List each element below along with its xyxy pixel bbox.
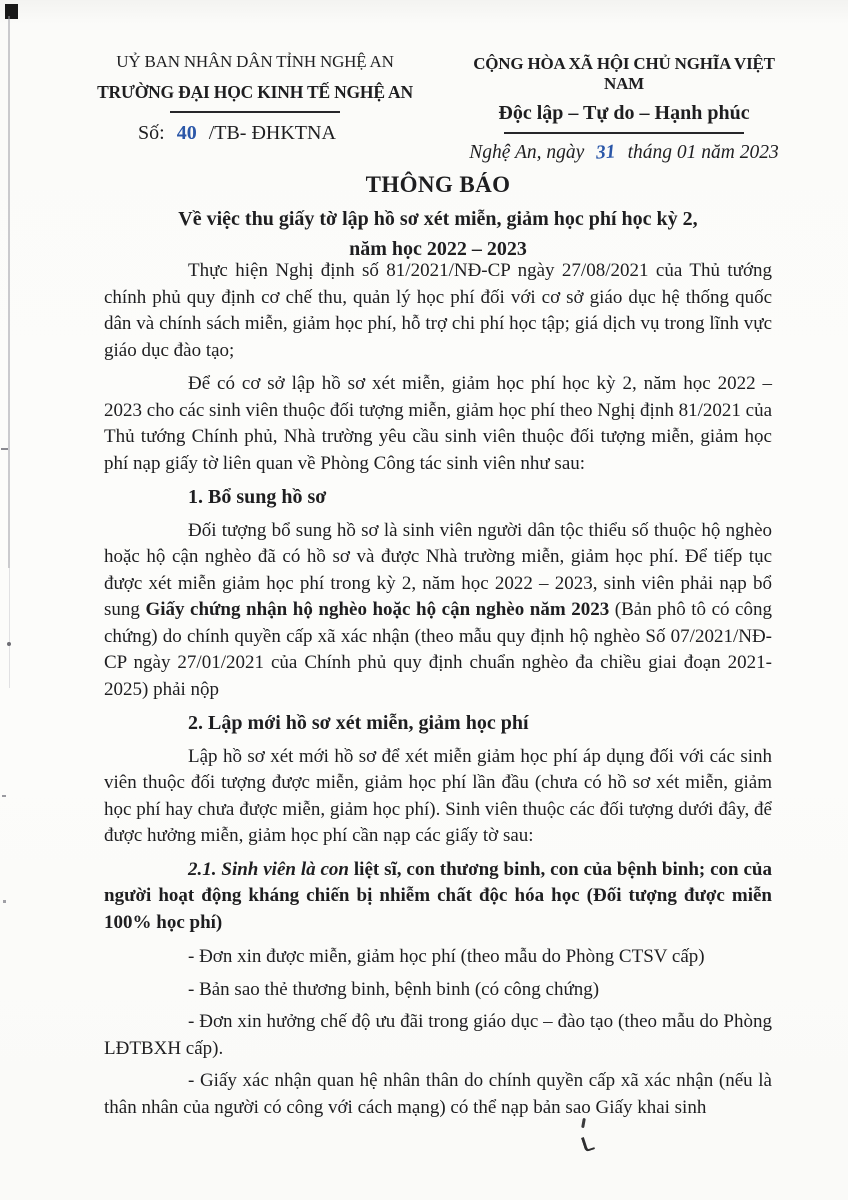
date-day-handwritten: 31 [595, 141, 617, 164]
document-number-label: Số: [138, 122, 165, 144]
document-number-line [94, 122, 416, 145]
document-subtitle-line2: năm học 2022 – 2023 [349, 238, 527, 260]
section-2-paragraph: Lập hồ sơ xét mới hồ sơ để xét miễn giảm học phí áp dụng đối với các sinh viên thuộc đối tượng được miễn, giảm học phí lần đầu (chưa có hồ sơ xét miễn, giảm học phí hay chưa được miễn, giảm học phí). Sinh viên thuộc các đối tượng dưới đây, để được hưởng miễn, giảm học phí cần nạp các giấy tờ sau: [104, 745, 772, 846]
section-2-1-heading [104, 857, 772, 937]
section-2-1-heading-bold: liệt sĩ, con thương binh, con của bệnh binh; con của người hoạt động kháng chiến bị nhiễm chất độc hóa học (Đối tượng được miễn 100% học phí) [104, 858, 772, 933]
header-national-motto-block [452, 54, 796, 164]
section-1-text-bold: Giấy chứng nhận hộ nghèo hoặc hộ cận nghèo năm 2023 [145, 599, 610, 620]
scan-corner-mark [5, 4, 18, 19]
date-prefix: Nghệ An, ngày [469, 142, 585, 163]
national-title: CỘNG HÒA XÃ HỘI CHỦ NGHĨA VIỆT NAM [473, 54, 775, 93]
document-number-suffix: /TB- ĐHKTNA [208, 122, 336, 144]
section-1-heading: 1. Bổ sung hồ sơ [188, 486, 327, 508]
scan-speck [2, 795, 6, 797]
scan-speck [1, 448, 8, 450]
document-subtitle-line1: Về việc thu giấy tờ lập hồ sơ xét miễn, giảm học phí học kỳ 2, [178, 208, 698, 230]
issuer-org-name: TRƯỜNG ĐẠI HỌC KINH TẾ NGHỆ AN [97, 82, 413, 102]
date-suffix: tháng 01 năm 2023 [627, 142, 779, 163]
list-item: - Đơn xin được miễn, giảm học phí (theo mẫu do Phòng CTSV cấp) [188, 946, 705, 967]
document-body [104, 258, 772, 1127]
section-1-paragraph [104, 518, 772, 704]
section-1-text-pre: Đối tượng bổ sung hồ sơ là sinh viên người dân tộc thiểu số thuộc hộ nghèo hoặc hộ cận nghèo đã có hồ sơ và được Nhà trường miễn, giảm học phí. Để tiếp tục được xét miễn giảm học phí trong kỳ 2, năm học 2022 – 2023, sinh viên phải nạp bổ sung [104, 519, 772, 620]
scan-edge-line-faint [9, 568, 10, 688]
section-2-heading: 2. Lập mới hồ sơ xét miễn, giảm học phí [188, 712, 529, 734]
document-number-handwritten: 40 [176, 122, 197, 144]
scan-speck [3, 900, 6, 903]
issuer-parent-org: UỶ BAN NHÂN DÂN TỈNH NGHỆ AN [116, 52, 394, 71]
document-subtitle [104, 204, 772, 264]
motto-underline [504, 132, 744, 134]
paragraph-purpose: Để có cơ sở lập hồ sơ xét miễn, giảm học phí học kỳ 2, năm học 2022 – 2023 cho các sinh viên thuộc đối tượng miễn, giảm học phí theo Nghị định 81/2021 của Thủ tướng Chính phủ, Nhà trường yêu cầu sinh viên thuộc đối tượng miễn, giảm học phí nạp giấy tờ liên quan về Phòng Công tác sinh viên như sau: [104, 373, 772, 474]
date-line [452, 142, 796, 164]
section-2-1-heading-italic: 2.1. Sinh viên là con [188, 858, 354, 880]
scan-speck [7, 642, 11, 646]
section-1-text-post: (Bản phô tô có công chứng) do chính quyền cấp xã xác nhận (theo mẫu quy định hộ nghèo Số 07/2021/NĐ-CP ngày 27/01/2021 của Chính phủ quy định chuẩn nghèo đa chiều giai đoạn 2021-2025) phải nộp [104, 599, 772, 700]
list-item: - Giấy xác nhận quan hệ nhân thân do chính quyền cấp xã xác nhận (nếu là thân nhân của người có công với cách mạng) có thể nạp bản sao Giấy khai sinh [104, 1070, 772, 1118]
list-item: - Bản sao thẻ thương binh, bệnh binh (có công chứng) [188, 978, 600, 1000]
document-title-block [104, 172, 772, 264]
header-issuer-block [94, 52, 416, 145]
issuer-underline [170, 111, 340, 113]
ink-mark [581, 1135, 595, 1152]
list-item: - Đơn xin hưởng chế độ ưu đãi trong giáo dục – đào tạo (theo mẫu do Phòng LĐTBXH cấp). [104, 1011, 772, 1059]
scan-edge-line [8, 16, 10, 568]
national-motto: Độc lập – Tự do – Hạnh phúc [498, 102, 750, 124]
paragraph-decree-basis: Thực hiện Nghị định số 81/2021/NĐ-CP ngày 27/08/2021 của Thủ tướng chính phủ quy định cơ chế thu, quản lý học phí đối với cơ sở giáo dục hệ thống quốc dân và chính sách miễn, giảm học phí, hỗ trợ chi phí học tập; giá dịch vụ trong lĩnh vực giáo dục đào tạo; [104, 260, 772, 361]
document-title: THÔNG BÁO [365, 172, 511, 197]
